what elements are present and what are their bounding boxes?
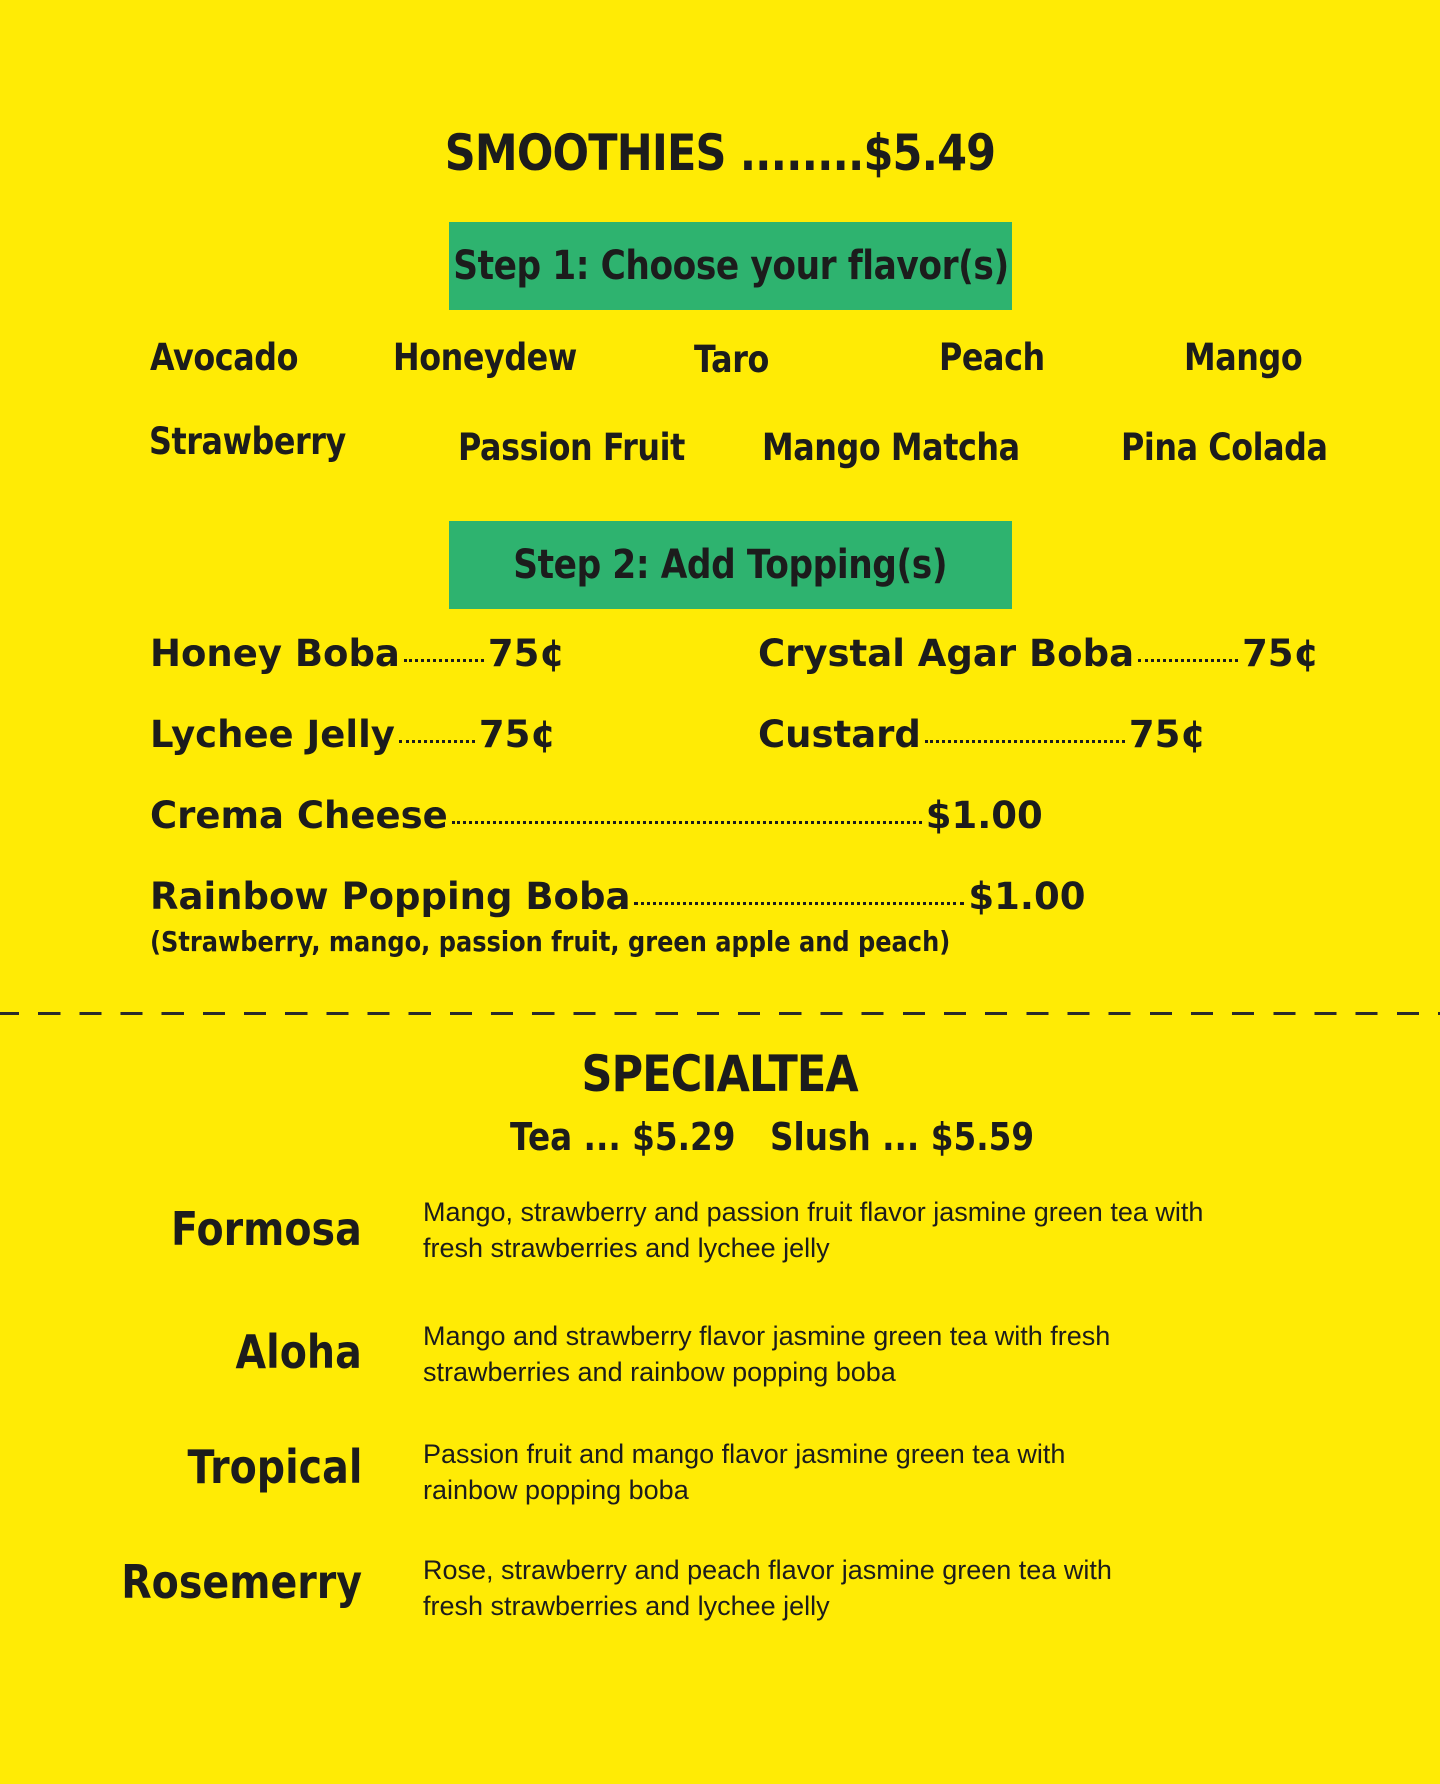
tea-desc-rosemerry: Rose, strawberry and peach flavor jasmine green tea with fresh strawberries and lychee jelly <box>423 1555 1112 1621</box>
topping-price: 75¢ <box>478 713 557 756</box>
topping-name: Honey Boba <box>150 632 400 675</box>
tea-name-rosemerry: Rosemerry <box>121 1555 362 1609</box>
topping-price: 75¢ <box>487 632 566 675</box>
smoothies-title: SMOOTHIES ........$5.49 <box>444 124 996 182</box>
section-divider <box>0 1012 1440 1015</box>
topping-crema-cheese <box>150 794 1043 837</box>
specialtea-title: SPECIALTEA <box>581 1045 859 1103</box>
topping-price: 75¢ <box>1128 713 1207 756</box>
tea-desc-formosa: Mango, strawberry and passion fruit flavor jasmine green tea with fresh strawberries and lychee jelly <box>423 1197 1204 1263</box>
slush-price: Slush ... $5.59 <box>770 1115 1035 1159</box>
topping-price: $1.00 <box>968 875 1086 918</box>
flavor-mango-matcha: Mango Matcha <box>762 426 1020 469</box>
topping-name: Crema Cheese <box>150 794 448 837</box>
flavor-avocado: Avocado <box>150 336 299 379</box>
topping-name: Crystal Agar Boba <box>758 632 1135 675</box>
step2-label: Step 2: Add Topping(s) <box>513 542 948 588</box>
topping-honey-boba <box>150 632 565 675</box>
rainbow-boba-note: (Strawberry, mango, passion fruit, green apple and peach) <box>150 925 951 958</box>
topping-lychee-jelly <box>150 713 556 756</box>
flavor-strawberry: Strawberry <box>149 420 346 463</box>
tea-name-aloha: Aloha <box>235 1325 362 1379</box>
tea-desc-aloha: Mango and strawberry flavor jasmine green tea with fresh strawberries and rainbow popping boba <box>423 1321 1111 1387</box>
topping-name: Rainbow Popping Boba <box>150 875 631 918</box>
flavor-honeydew: Honeydew <box>393 336 577 379</box>
flavor-pina-colada: Pina Colada <box>1121 426 1328 469</box>
tea-desc-tropical: Passion fruit and mango flavor jasmine green tea with rainbow popping boba <box>423 1439 1066 1505</box>
tea-name-tropical: Tropical <box>187 1440 362 1494</box>
topping-price: 75¢ <box>1242 632 1320 675</box>
step2-banner <box>449 521 1012 609</box>
topping-crystal-agar-boba <box>758 632 1319 675</box>
step1-banner <box>449 222 1012 310</box>
topping-custard <box>758 713 1206 756</box>
topping-name: Lychee Jelly <box>150 713 395 756</box>
tea-price: Tea ... $5.29 <box>510 1115 736 1159</box>
step1-label: Step 1: Choose your flavor(s) <box>452 243 1009 289</box>
flavor-taro: Taro <box>694 338 769 381</box>
topping-price: $1.00 <box>925 794 1043 837</box>
flavor-passion-fruit: Passion Fruit <box>458 426 685 469</box>
tea-name-formosa: Formosa <box>171 1202 362 1256</box>
topping-rainbow-popping-boba <box>150 875 1085 918</box>
flavor-peach: Peach <box>939 336 1045 379</box>
flavor-mango: Mango <box>1184 336 1303 379</box>
topping-name: Custard <box>758 713 921 756</box>
